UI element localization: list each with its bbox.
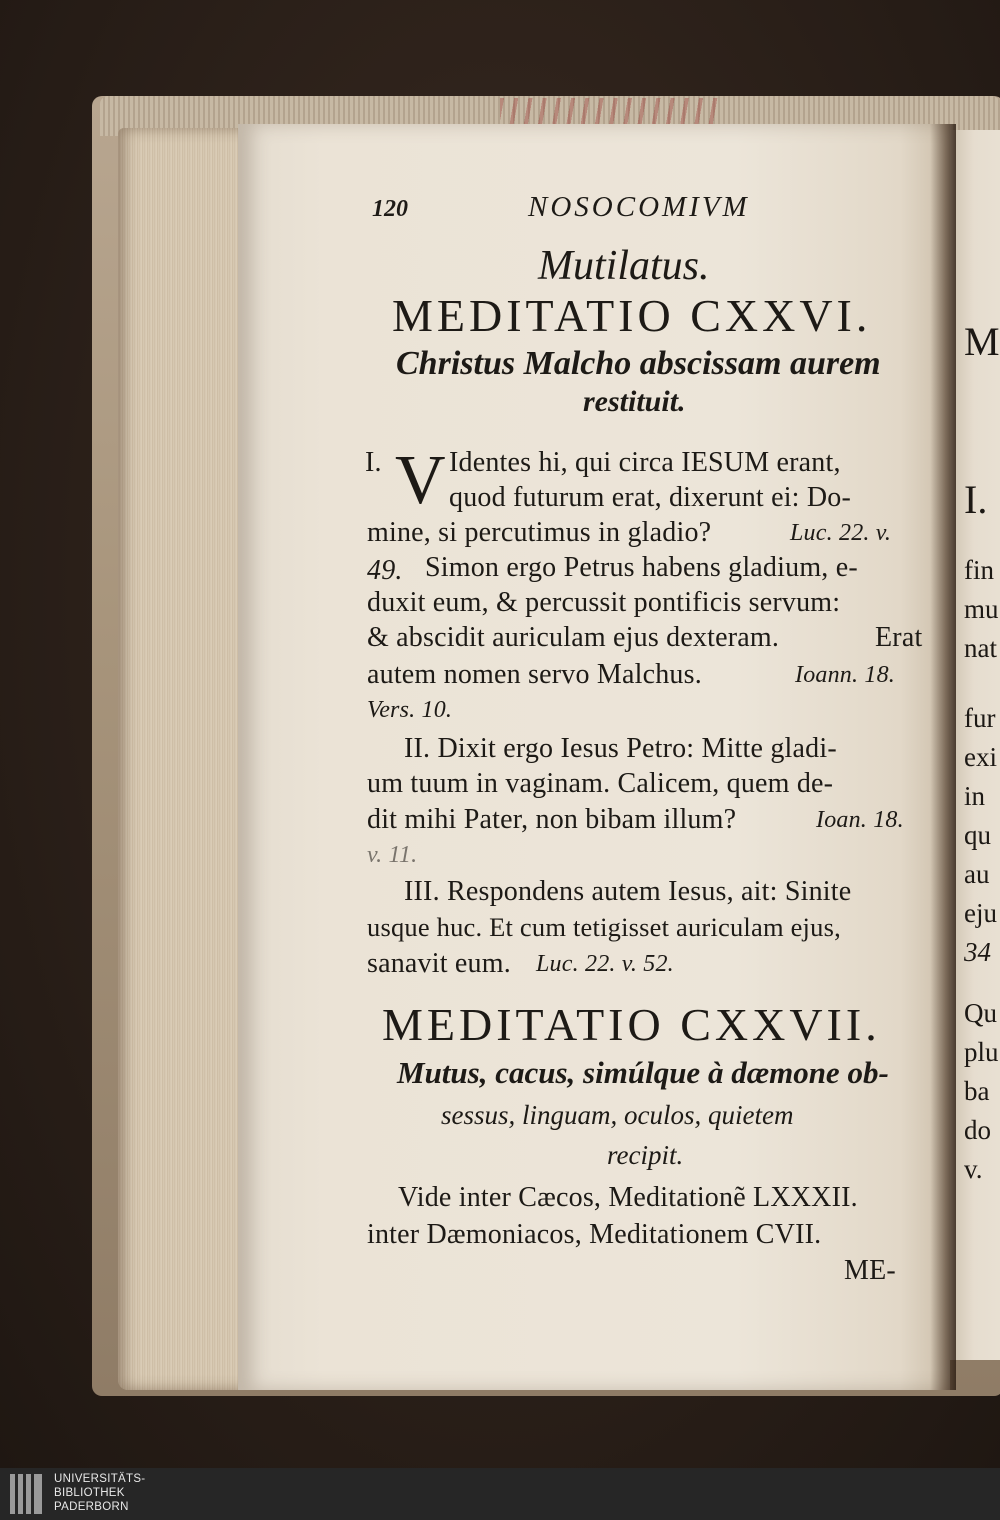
page-gutter [930,124,956,1390]
facing-fragment: 34 [964,937,991,967]
text-line: II. Dixit ergo Iesus Petro: Mitte gladi- [404,733,837,764]
facing-page [950,130,1000,1360]
facing-fragment: in [964,781,986,811]
meditation-subtitle: recipit. [607,1140,684,1170]
meditation-title: MEDITATIO CXXVI. [392,290,872,341]
citation: Ioan. 18. [816,807,904,833]
facing-fragment: nat [964,633,997,663]
text-line: Simon ergo Petrus habens gladium, e- [425,552,858,583]
facing-fragment: plu [964,1037,999,1067]
facing-fragment: exi [964,742,997,772]
drop-cap: V [395,442,446,519]
library-name-line: PADERBORN [54,1501,129,1513]
section-heading: Mutilatus. [538,243,710,289]
text-line: dit mihi Pater, non bibam illum? [367,804,737,835]
facing-fragment: mu [964,594,999,624]
meditation-title: MEDITATIO CXXVII. [382,999,881,1050]
facing-fragment: fin [964,555,994,585]
facing-fragment: I. [964,477,988,522]
text-line: sanavit eum. [367,948,511,979]
running-head: NOSOCOMIVM [528,191,750,223]
text-line: Vide inter Cæcos, Meditationẽ LXXXII. [398,1182,858,1213]
meditation-subtitle: sessus, linguam, oculos, quietem [441,1100,794,1130]
facing-fragment: au [964,859,990,889]
library-footer [0,1468,1000,1520]
facing-fragment: ba [964,1076,990,1106]
citation: Luc. 22. v. [790,520,892,546]
text-line: um tuum in vaginam. Calicem, quem de- [367,768,834,799]
facing-fragment: Qu [964,998,997,1028]
facing-fragment: qu [964,820,991,850]
page-edges [118,128,248,1390]
library-name-line: BIBLIOTHEK [54,1487,125,1499]
text-line: duxit eum, & percussit pontificis servum: [367,587,841,618]
library-name-line: UNIVERSITÄTS- [54,1473,146,1485]
text-line: inter Dæmoniacos, Meditationem CVII. [367,1219,822,1250]
citation: Ioann. 18. [795,662,895,688]
text-line: III. Respondens autem Iesus, ait: Sinite [404,876,852,907]
library-logo-icon [10,1474,48,1514]
page-number: 120 [372,196,408,222]
text-line: Erat [875,622,923,653]
facing-fragment: fur [964,703,996,733]
citation: v. 11. [367,842,418,868]
text-line: quod futurum erat, dixerunt ei: Do- [449,482,852,513]
citation: Luc. 22. v. 52. [536,951,674,977]
meditation-subtitle: restituit. [583,385,686,418]
text-line: Identes hi, qui circa IESUM erant, [449,447,841,478]
paragraph-numeral: I. [365,447,382,478]
facing-fragment: M [964,319,1000,364]
meditation-subtitle: Mutus, cacus, simúlque à dæmone ob- [397,1055,889,1090]
citation: 49. [367,555,403,586]
catchword: ME- [844,1255,896,1286]
facing-fragment: v. [964,1154,983,1184]
text-line: & abscidit auriculam ejus dexteram. [367,622,780,653]
meditation-subtitle: Christus Malcho abscissam aurem [396,345,881,382]
text-line: usque huc. Et cum tetigisset auriculam ejus, [367,912,841,942]
text-line: autem nomen servo Malchus. [367,659,702,690]
cover-markings [500,98,720,126]
facing-fragment: eju [964,898,997,928]
facing-fragment: do [964,1115,991,1145]
text-line: mine, si percutimus in gladio? [367,517,712,548]
citation: Vers. 10. [367,697,453,723]
